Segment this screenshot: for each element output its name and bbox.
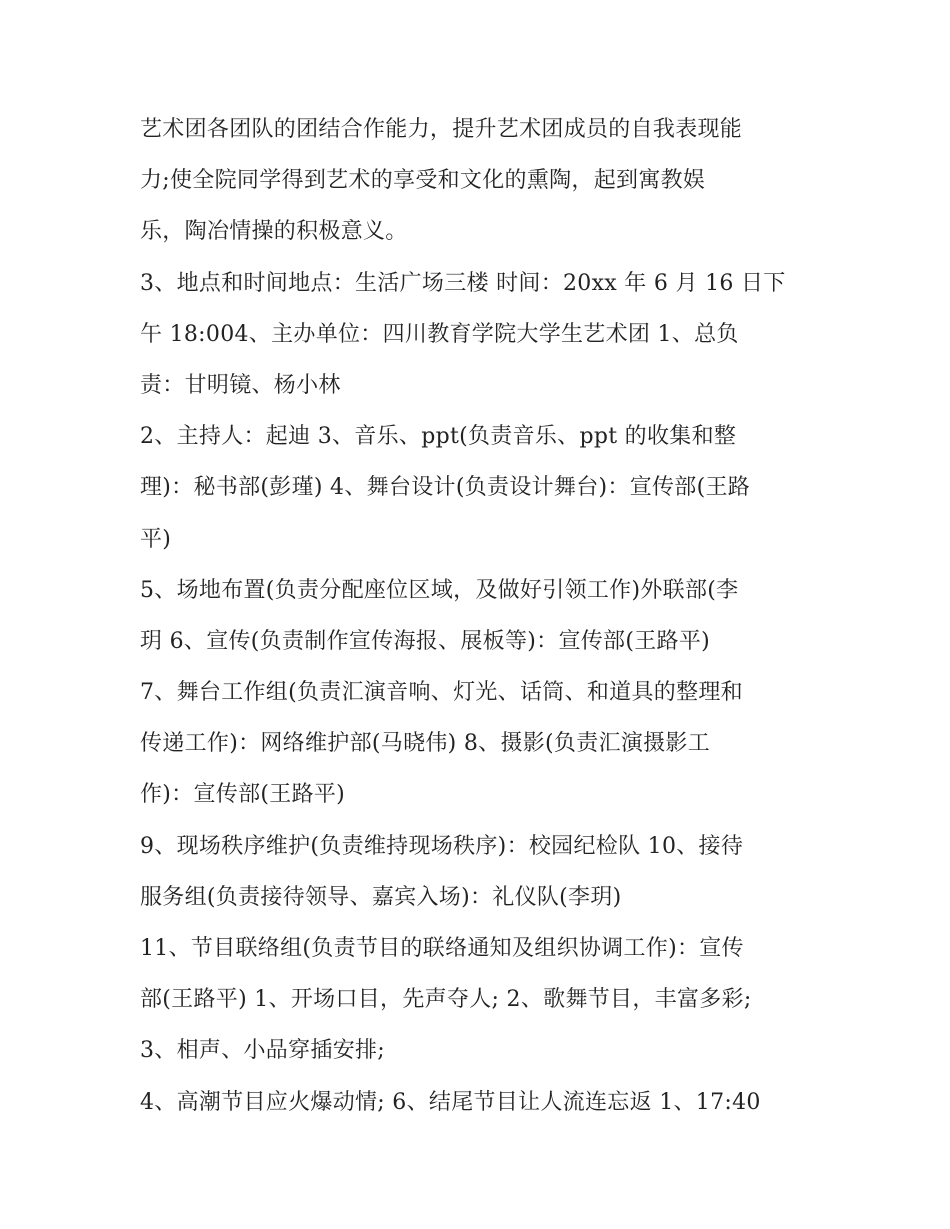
text-line: 乐，陶冶情操的积极意义。 <box>140 219 408 245</box>
text-line: 力;使全院同学得到艺术的享受和文化的熏陶，起到寓教娱 <box>140 168 706 194</box>
text-line: 作)：宣传部(王路平) <box>140 782 346 808</box>
text-line: 4、高潮节目应火爆动情; 6、结尾节目让人流连忘返 1、17:40 <box>140 1089 761 1115</box>
text-line: 理)：秘书部(彭瑾) 4、舞台设计(负责设计舞台)：宣传部(王路 <box>140 475 751 501</box>
text-line: 服务组(负责接待领导、嘉宾入场)：礼仪队(李玥) <box>140 884 622 910</box>
text-line: 责：甘明镜、杨小林 <box>140 372 341 398</box>
text-line: 3、相声、小品穿插安排; <box>140 1038 386 1064</box>
text-line: 5、场地布置(负责分配座位区域，及做好引领工作)外联部(李 <box>140 577 739 603</box>
text-line: 午 18:004、主办单位：四川教育学院大学生艺术团 1、总负 <box>140 321 739 347</box>
document-body <box>140 104 820 1128</box>
text-line: 艺术团各团队的团结合作能力，提升艺术团成员的自我表现能 <box>140 117 743 142</box>
text-line: 7、舞台工作组(负责汇演音响、灯光、话筒、和道具的整理和 <box>140 680 743 706</box>
text-line: 3、地点和时间地点：生活广场三楼 时间：20xx 年 6 月 16 日下 <box>140 270 786 296</box>
text-line: 11、节目联络组(负责节目的联络通知及组织协调工作)：宣传 <box>140 936 744 961</box>
text-line: 平) <box>140 526 172 552</box>
text-line: 2、主持人：起迪 3、音乐、ppt(负责音乐、ppt 的收集和整 <box>140 424 737 450</box>
text-line: 部(王路平) 1、开场口目，先声夺人; 2、歌舞节目，丰富多彩; <box>140 987 752 1013</box>
text-line: 9、现场秩序维护(负责维持现场秩序)：校园纪检队 10、接待 <box>140 833 744 859</box>
text-line: 玥 6、宣传(负责制作宣传海报、展板等)：宣传部(王路平) <box>140 628 711 654</box>
text-line: 传递工作)：网络维护部(马晓伟) 8、摄影(负责汇演摄影工 <box>140 731 711 757</box>
